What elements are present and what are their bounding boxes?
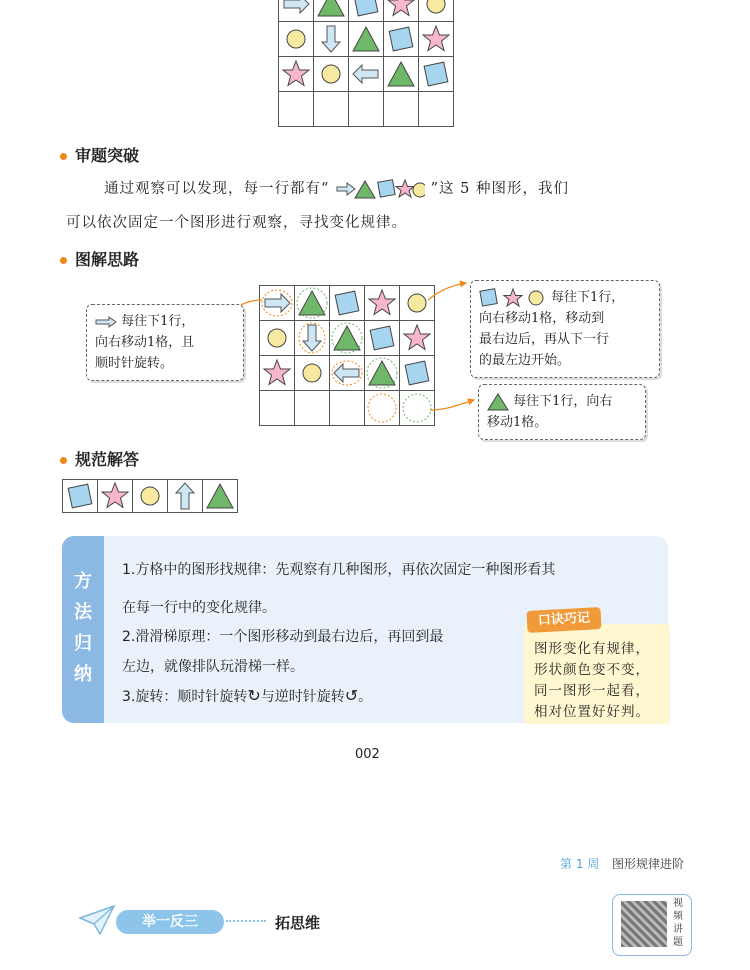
answer-heading: 规范解答 <box>60 447 139 470</box>
mnemonic-line: 同一图形一起看， <box>534 683 650 699</box>
triangle-icon <box>203 480 237 512</box>
banner-dots <box>226 920 266 922</box>
analysis-heading: 审题突破 <box>60 143 139 166</box>
page-number: 002 <box>355 747 380 762</box>
arrow-right-icon <box>95 316 117 328</box>
method-line-4: 左边，就像排队玩滑梯一样。 <box>122 659 304 675</box>
method-line-5: 3.旋转：顺时针旋转↻与逆时针旋转↺。 <box>122 686 373 705</box>
mnemonic-tag: 口诀巧记 <box>526 607 601 633</box>
arrow-up-icon <box>168 480 202 512</box>
note-shapes-rule: 每往下1行， 向右移动1格，移动到 最右边后，再从下一行 的最左边开始。 <box>470 280 660 378</box>
qr-code-icon <box>621 901 667 947</box>
answer-row <box>62 479 238 513</box>
counterclockwise-icon: ↺ <box>344 686 359 705</box>
note-triangle-rule: 每往下1行，向右 移动1格。 <box>478 384 646 440</box>
mnemonic-line: 相对位置好好判。 <box>534 704 650 720</box>
week-label: 第 1 周 <box>560 857 600 871</box>
square-icon <box>63 480 97 512</box>
clockwise-icon: ↻ <box>247 686 261 705</box>
square-star-circle-icon <box>479 288 551 308</box>
circle-icon <box>133 480 167 512</box>
method-line-3: 2.滑滑梯原理：一个图形移动到最右边后，再回到最 <box>122 629 444 645</box>
mnemonic-line: 图形变化有规律， <box>534 641 650 657</box>
banner-pill: 举一反三 <box>116 910 224 934</box>
analysis-line-1: 通过观察可以发现，每一行都有“ ”这 5 种图形，我们 <box>104 173 569 206</box>
bullet-dot-icon <box>60 457 67 464</box>
analysis-line-2: 可以依次固定一个图形进行观察，寻找变化规律。 <box>66 215 407 231</box>
paper-plane-icon <box>78 904 116 936</box>
method-summary-tab: 方 法 归 纳 <box>62 536 104 723</box>
triangle-icon <box>487 393 509 411</box>
mnemonic-line: 形状颜色变不变， <box>534 662 650 678</box>
star-icon <box>98 480 132 512</box>
note-arrow-rule: 每往下1行， 向右移动1格，且 顺时针旋转。 <box>86 304 244 381</box>
banner-subtitle: 拓思维 <box>275 914 321 932</box>
chapter-label: 图形规律进阶 <box>612 857 685 871</box>
method-line-1: 1.方格中的图形找规律：先观察有几种图形，再依次固定一种图形看其 <box>122 562 556 578</box>
method-line-2: 在每一行中的变化规律。 <box>122 600 276 616</box>
diagram-heading: 图解思路 <box>60 247 139 270</box>
qr-card[interactable]: 视 频 讲 题 <box>612 894 692 956</box>
